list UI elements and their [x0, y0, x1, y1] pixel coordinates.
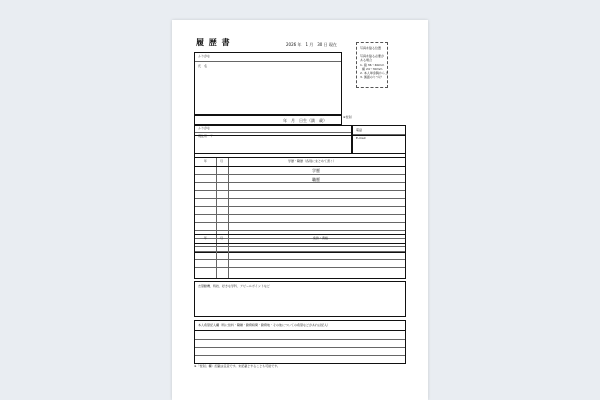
motivation-label: 志望動機、特技、好きな学科、アピールポイントなど — [198, 284, 270, 288]
document-title: 履 歴 書 — [196, 38, 231, 47]
photo-note: 1. 縦 36〜40mm — [360, 63, 385, 67]
date-line: 2026 年 1 月 30 日 現在 — [286, 42, 337, 47]
wishes-label: 本人希望記入欄（特に給料・職種・勤務時間・勤務地・その他についての希望などがあれば記入） — [198, 323, 330, 327]
name-block — [194, 52, 342, 115]
work-label: 職歴 — [312, 177, 320, 182]
birth-line: 年 月 日生（満 歳） — [283, 118, 327, 123]
motivation-box — [194, 281, 406, 317]
license-header-content: 免許・資格 — [313, 236, 329, 240]
phone-label: 電話 — [356, 128, 363, 132]
license-table — [194, 234, 406, 279]
history-header-month: 月 — [220, 159, 224, 163]
wishes-box — [194, 320, 406, 364]
photo-note: 3. 裏面のりづけ — [360, 75, 382, 79]
photo-note: 2. 本人単身胸から上 — [360, 71, 388, 75]
address-furigana-label: ふりがな — [198, 126, 211, 130]
footnote: ※「性別」欄：記載は任意です。未記載とすることも可能です。 — [194, 364, 281, 368]
furigana-label: ふりがな — [198, 54, 211, 58]
name-label: 氏 名 — [198, 64, 208, 68]
history-header-content: 学歴・職歴（各別にまとめて書く） — [288, 159, 337, 163]
email-label: E-mail — [356, 136, 366, 140]
license-header-month: 月 — [220, 236, 224, 240]
gender-label: ※性別 — [343, 115, 352, 119]
history-header-year: 年 — [204, 159, 208, 163]
photo-note: 写真を貼る位置 — [360, 46, 382, 50]
education-label: 学歴 — [312, 168, 320, 173]
address-label: 現住所 〒 — [198, 134, 214, 138]
photo-note: 写真を貼る必要が — [360, 54, 385, 58]
photo-note: 横 24〜30mm — [362, 67, 383, 71]
license-header-year: 年 — [204, 236, 208, 240]
resume-sheet — [172, 20, 428, 400]
photo-note: ある場合 — [360, 58, 373, 62]
birth-row — [194, 115, 342, 125]
photo-area — [356, 42, 388, 88]
